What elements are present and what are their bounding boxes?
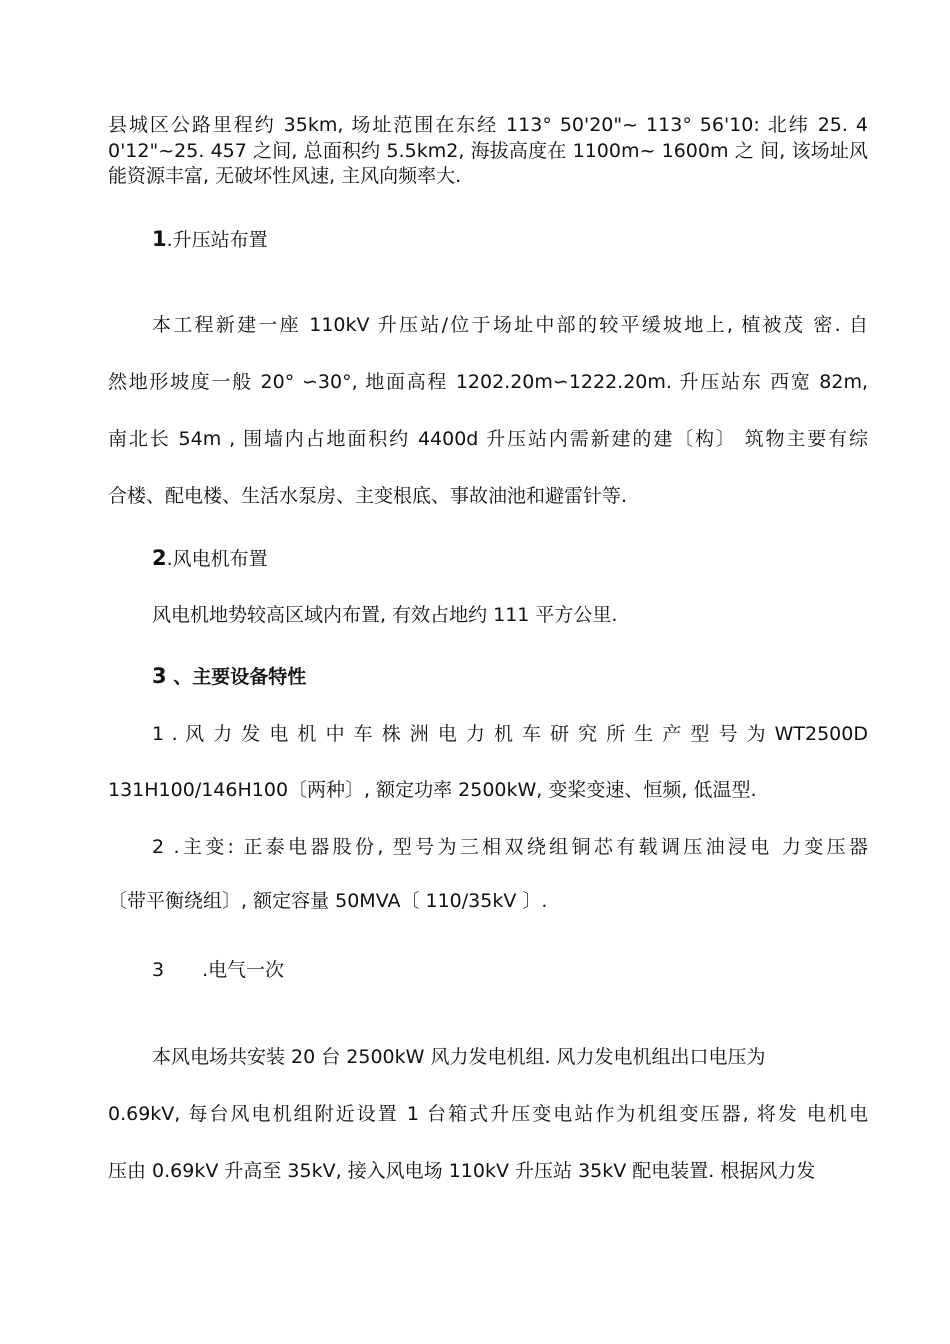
- intro-line-3: 能资源丰富, 无破坏性风速, 主风向频率大.: [108, 165, 462, 187]
- paragraph-line-2: 0.69kV, 每台风电机组附近设置 1 台箱式升压变电站作为机组变压器, 将发 电机电: [108, 1103, 868, 1125]
- item-2-line-1: 2 .主变: 正泰电器股份, 型号为三相双绕组铜芯有载调压油浸电 力变压器: [152, 836, 868, 858]
- item-1-line-2: 131H100/146H100〔两种〕, 额定功率 2500kW, 变桨变速、恒频, 低温型.: [108, 779, 757, 801]
- section-2-title: .风电机布置: [166, 548, 268, 570]
- subsection-3-number: 3: [152, 959, 165, 981]
- section-3-number: 3: [152, 664, 167, 688]
- section-1-heading: [152, 227, 912, 252]
- section-3-heading: [152, 664, 912, 689]
- section-1-line-4: 合楼、配电楼、生活水泵房、主变根底、事故油池和避雷针等.: [108, 485, 628, 507]
- subsection-3-title: .电气一次: [202, 959, 285, 981]
- section-2-heading: [152, 546, 912, 571]
- section-3-title: 、主要设备特性: [166, 666, 307, 688]
- item-2-line-2: 〔带平衡绕组〕, 额定容量 50MVA〔 110/35kV 〕.: [108, 890, 548, 912]
- paragraph-line-3: 压由 0.69kV 升高至 35kV, 接入风电场 110kV 升压站 35kV 配电装置. 根据风力发: [108, 1160, 816, 1182]
- item-1-line-1: 1 . 风 力 发 电 机 中 车 株 洲 电 力 机 车 研 究 所 生 产 型 号 为 WT2500D: [152, 723, 868, 745]
- intro-line-2: 0'12"~25. 457 之间, 总面积约 5.5km2, 海拔高度在 1100m~ 1600m 之 间, 该场址风: [108, 140, 868, 162]
- paragraph-line-1: 本风电场共安装 20 台 2500kW 风力发电机组. 风力发电机组出口电压为: [152, 1046, 766, 1068]
- section-1-line-3: 南北长 54m , 围墙内占地面积约 4400d 升压站内需新建的建〔构〕 筑物主要有综: [108, 428, 868, 450]
- section-1-number: 1: [152, 227, 167, 251]
- section-2-number: 2: [152, 546, 167, 570]
- section-2-line-1: 风电机地势较高区域内布置, 有效占地约 111 平方公里.: [152, 604, 618, 626]
- section-1-title: .升压站布置: [166, 229, 268, 251]
- section-1-line-1: 本工程新建一座 110kV 升压站/位于场址中部的较平缓坡地上, 植被茂 密. 自: [152, 314, 868, 336]
- section-1-line-2: 然地形坡度一般 20° ∽30°, 地面高程 1202.20m∽1222.20m. 升压站东 西宽 82m,: [108, 371, 868, 393]
- subsection-3-heading: [152, 958, 912, 982]
- intro-line-1: 县城区公路里程约 35km, 场址范围在东经 113° 50'20"~ 113° 56'10: 北纬 25. 4: [108, 114, 868, 136]
